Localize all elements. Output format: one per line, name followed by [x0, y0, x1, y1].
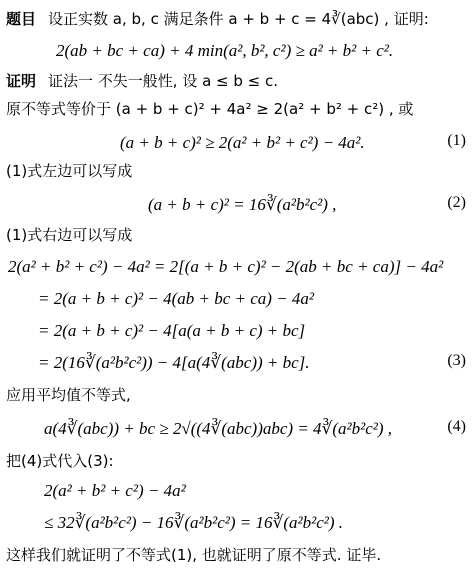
proof-intro-line	[6, 70, 278, 93]
equation-5-line-2: ≤ 32∛(a²b²c²) − 16∛(a²b²c²) = 16∛(a²b²c²) .	[44, 513, 343, 532]
equation-3-line-2: = 2(a + b + c)² − 4(ab + bc + ca) − 4a²	[38, 289, 315, 308]
equation-3-line-3: = 2(a + b + c)² − 4[a(a + b + c) + bc]	[38, 321, 306, 340]
right-side-text: (1)式右边可以写成	[6, 226, 133, 244]
equation-2: (a + b + c)² = 16∛(a²b²c²) ,	[148, 195, 337, 214]
substitution-text: 把(4)式代入(3):	[6, 452, 114, 470]
amgm-text: 应用平均值不等式,	[6, 386, 131, 404]
equation-3-line-4: = 2(16∛(a²b²c²)) − 4[a(4∛(abc)) + bc].	[38, 353, 310, 372]
equation-1: (a + b + c)² ≥ 2(a² + b² + c²) − 4a².	[120, 133, 365, 152]
equation-4-number: (4)	[447, 418, 466, 435]
equation-4: a(4∛(abc)) + bc ≥ 2√((4∛(abc))abc) = 4∛(a²b²c²) ,	[44, 419, 393, 438]
proof-intro: 证法一 不失一般性, 设 a ≤ b ≤ c.	[48, 72, 279, 90]
equation-5-line-1: 2(a² + b² + c²) − 4a²	[44, 481, 186, 500]
equation-2-number: (2)	[447, 194, 466, 211]
equation-1-number: (1)	[447, 132, 466, 149]
proof-label: 证明	[6, 72, 37, 90]
equation-3-line-1: 2(a² + b² + c²) − 4a² = 2[(a + b + c)² − 2(ab + bc + ca)] − 4a²	[8, 257, 444, 276]
problem-statement: 设正实数 a, b, c 满足条件 a + b + c = 4∛(abc) , 证明:	[48, 10, 429, 28]
conclusion-text: 这样我们就证明了不等式(1), 也就证明了原不等式. 证毕.	[6, 546, 382, 564]
problem-formula: 2(ab + bc + ca) + 4 min(a², b², c²) ≥ a² + b² + c².	[56, 41, 394, 60]
problem-line	[6, 8, 429, 31]
equation-3-number: (3)	[447, 352, 466, 369]
equivalence-text: 原不等式等价于 (a + b + c)² + 4a² ≥ 2(a² + b² + c²) , 或	[6, 100, 414, 118]
left-side-text: (1)式左边可以写成	[6, 162, 133, 180]
problem-title-label: 题目	[6, 10, 37, 28]
